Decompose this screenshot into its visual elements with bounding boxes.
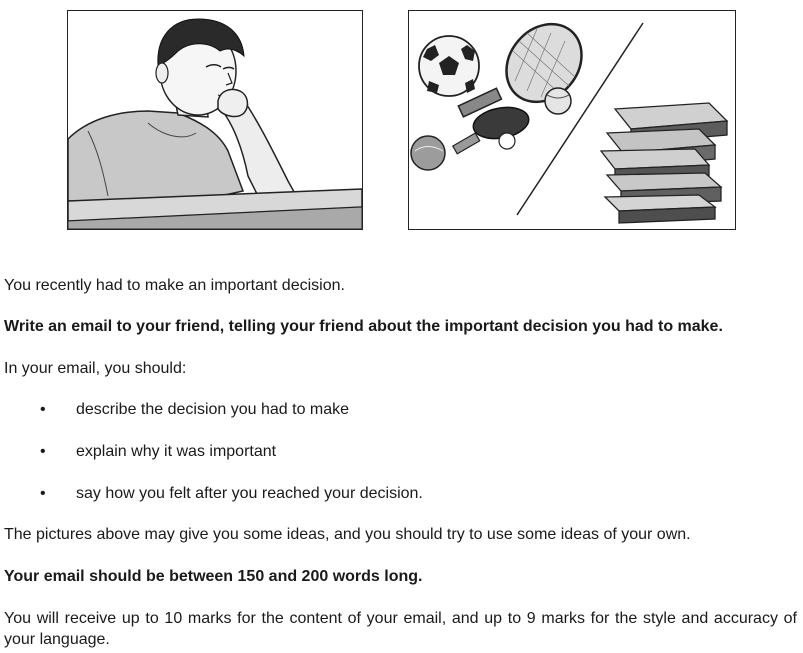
boy-thinking-illustration — [68, 11, 362, 229]
ideas-note: The pictures above may give you some ideas, and you should try to use some ideas of your own. — [4, 526, 691, 543]
intro-text: You recently had to make an important decision. — [4, 277, 345, 294]
cricket-ball — [411, 136, 445, 170]
bullet-marker: • — [40, 443, 46, 460]
tennis-ball — [545, 88, 571, 114]
soccer-ball — [419, 36, 479, 96]
lead-in-text: In your email, you should: — [4, 360, 187, 377]
boy-thinking-picture — [67, 10, 363, 230]
hand — [218, 89, 247, 116]
bullet-item-describe: describe the decision you had to make — [76, 401, 350, 418]
marks-note: You will receive up to 10 marks for the content of your email, and up to 9 marks for the style and accuracy of your language. — [4, 610, 797, 648]
stack-of-books — [601, 103, 727, 223]
bullet-item-feeling: say how you felt after you reached your decision. — [76, 485, 423, 502]
bullet-marker: • — [40, 401, 46, 418]
sports-vs-books-picture — [408, 10, 736, 230]
bullet-marker: • — [40, 485, 46, 502]
bullet-item-explain: explain why it was important — [76, 443, 277, 460]
ping-pong-ball — [499, 133, 515, 149]
shirt — [68, 111, 243, 201]
length-note: Your email should be between 150 and 200 words long. — [4, 568, 423, 585]
sports-equipment-and-books-illustration — [409, 11, 735, 229]
task-instruction: Write an email to your friend, telling your friend about the important decision you had to make. — [4, 318, 723, 335]
